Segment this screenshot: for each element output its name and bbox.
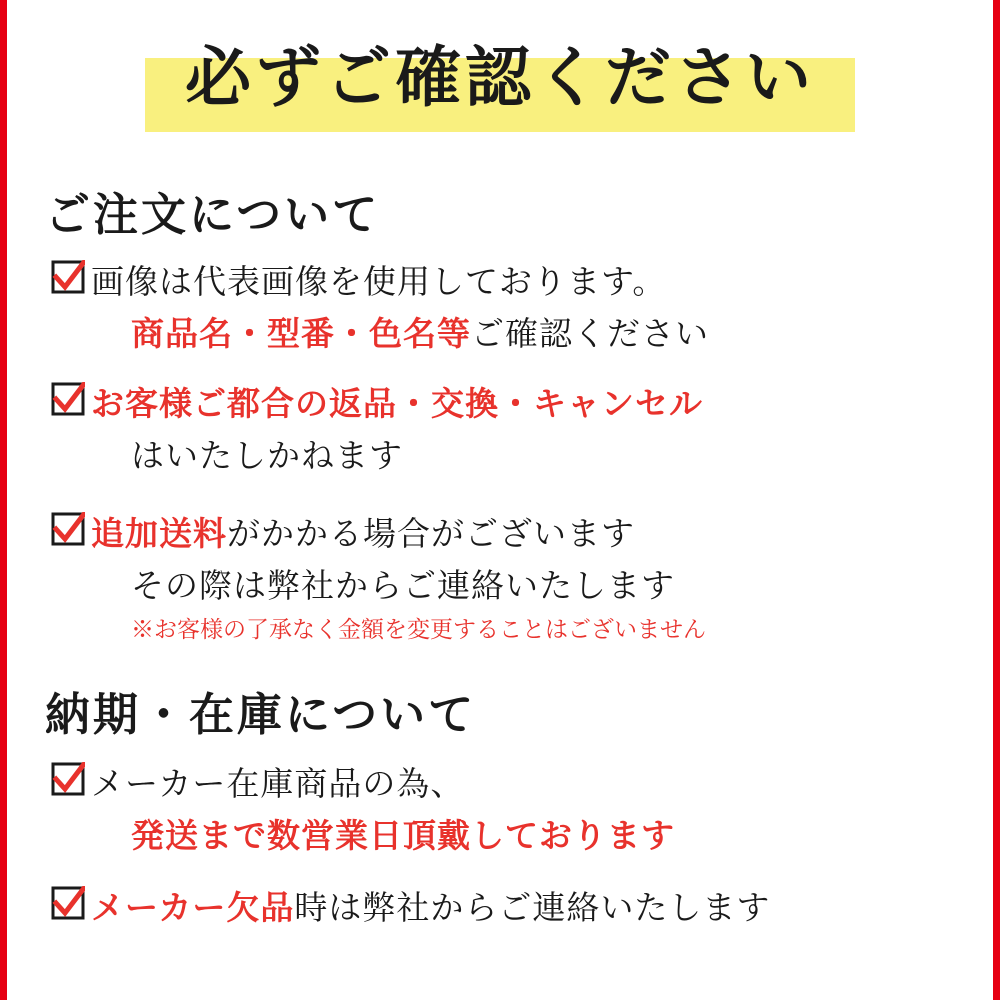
section-heading-stock: 納期・在庫について <box>45 688 477 741</box>
page-title-text: 必ずご確認ください <box>185 38 815 116</box>
list-item-line: 画像は代表画像を使用しております。 <box>91 262 667 301</box>
right-red-rule <box>993 0 1000 1000</box>
list-item-line: 商品名・型番・色名等ご確認ください <box>131 314 709 353</box>
list-item <box>51 758 973 862</box>
list-item-line: 発送まで数営業日頂戴しております <box>131 816 675 855</box>
list-item <box>51 508 973 648</box>
page-title <box>7 36 993 119</box>
notice-content <box>7 0 993 1000</box>
list-item-line: メーカー在庫商品の為、 <box>91 764 465 803</box>
list-item-line: その際は弊社からご連絡いたします <box>131 566 675 605</box>
checkbox-checked-icon <box>51 382 85 416</box>
list-item <box>51 882 973 934</box>
left-red-rule <box>0 0 7 1000</box>
section-heading-order: ご注文について <box>45 188 381 241</box>
list-item-line: メーカー欠品時は弊社からご連絡いたします <box>91 888 771 927</box>
checkbox-checked-icon <box>51 260 85 294</box>
list-item-line: はいたしかねます <box>131 436 403 475</box>
list-item-note: ※お客様の了承なく金額を変更することはございません <box>131 617 706 643</box>
checkbox-checked-icon <box>51 762 85 796</box>
list-item-line: 追加送料がかかる場合がございます <box>91 514 635 553</box>
checkbox-checked-icon <box>51 886 85 920</box>
list-item <box>51 256 973 360</box>
list-item-line: お客様ご都合の返品・交換・キャンセル <box>91 384 703 423</box>
checkbox-checked-icon <box>51 512 85 546</box>
list-item <box>51 378 973 482</box>
